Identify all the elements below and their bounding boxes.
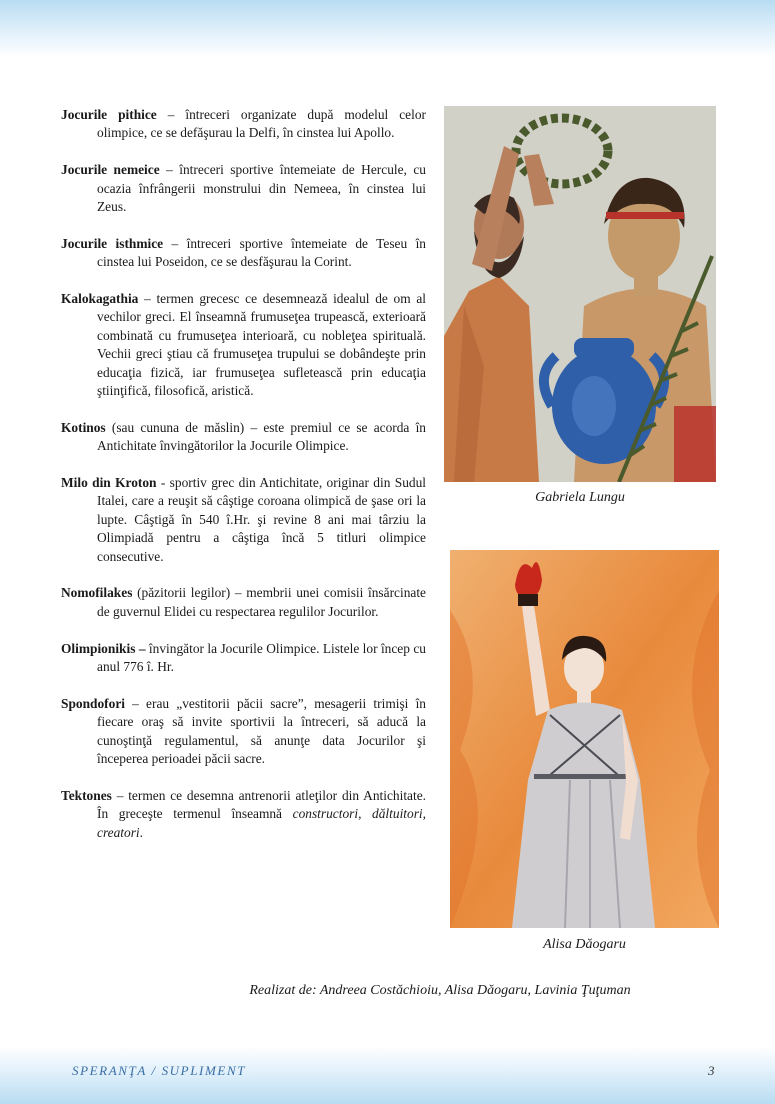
glossary-entry (61, 584, 426, 621)
glossary-term: Kalokagathia (61, 291, 139, 307)
glossary-term: Nomofilakes (61, 585, 133, 601)
glossary (61, 106, 426, 861)
painting-athlete-crowned (444, 106, 716, 482)
glossary-definition: – erau „vestitorii păcii sacre”, mesagerii trimişi în fiecare oraş să invite sportivii la întreceri, să aducă la cunoştinţă regulamentul, să anunţe data Jocurilor şi începerea perioadei păcii sacre. (97, 695, 426, 767)
glossary-definition: (păzitorii legilor) – membrii unei comisii însărcinate de guvernul Elidei cu respectarea regulilor Jocurilor. (97, 585, 426, 619)
glossary-term: Tektones (61, 787, 112, 803)
glossary-term: Jocurile pithice (61, 107, 157, 122)
page-number: 3 (708, 1063, 715, 1078)
glossary-entry (61, 787, 426, 842)
glossary-definition: - sportiv grec din Antichitate, originar din Sudul Italei, care a reuşit să câştige coroana olimpică de şase ori la lupte. Câştigă în 540 î.Hr. şi revine 8 ani mai târziu la Olimpiadă pentru a câştiga încă 5 titluri olimpice consecutive. (97, 475, 426, 564)
glossary-term: Jocurile nemeice (61, 162, 160, 178)
painting-torch-bearer (450, 550, 719, 928)
glossary-term: Kotinos (61, 419, 106, 435)
glossary-definition: (sau cununa de măslin) – este premiul ce se acorda în Antichitate învingătorilor la Jocurile Olimpice. (97, 419, 426, 454)
glossary-definition: învingător la Jocurile Olimpice. Listele lor încep cu anul 776 î. Hr. (97, 640, 426, 675)
glossary-definition: – întreceri sportive întemeiate de Teseu în cinstea lui Poseidon, ce se desfăşurau la Corint. (97, 235, 426, 270)
glossary-entry (61, 640, 426, 677)
glossary-definition-end: . (139, 824, 144, 840)
header-band (0, 0, 775, 58)
credits: Realizat de: Andreea Costăchioiu, Alisa Dăogaru, Lavinia Ţuţuman (249, 983, 631, 998)
glossary-entry (61, 419, 426, 456)
glossary-entry (61, 235, 426, 272)
painting-caption: Gabriela Lungu (535, 490, 625, 505)
glossary-term: Spondofori (61, 695, 125, 711)
glossary-term: Olimpionikis – (61, 640, 146, 656)
glossary-entry (61, 695, 426, 769)
glossary-definition: – întreceri organizate după modelul celor olimpice, ce se defăşurau la Delfi, în cinstea lui Apollo. (97, 107, 426, 141)
painting-caption: Alisa Dăogaru (543, 937, 626, 952)
glossary-entry (61, 106, 426, 143)
publication-title: SPERANŢA / SUPLIMENT (72, 1063, 247, 1078)
glossary-definition: – întreceri sportive întemeiate de Hercule, cu ocazia înfrângerii monstrului din Nemeea, în cinstea lui Zeus. (97, 162, 426, 215)
glossary-entry (61, 161, 426, 216)
glossary-definition: – termen grecesc ce desemnează idealul de om al vechilor greci. El înseamnă frumuseţea trupească, exterioară combinată cu frumuseţea interioară, cu nobleţea spirituală. Vechii greci ştiau că frumuseţea trupului se dobândeşte prin educaţia fizică, iar frumuseţea sufletească prin educaţia ştiinţifică, filosofică, aristică. (97, 291, 426, 399)
glossary-definition-italic: constructori, dăltuitori, creatori (97, 806, 426, 840)
glossary-term: Jocurile isthmice (61, 235, 164, 251)
glossary-entry (61, 290, 426, 400)
glossary-definition: – termen ce desemna antrenorii atleţilor din Antichitate. În greceşte termenul înseamnă (97, 787, 426, 822)
glossary-entry (61, 474, 426, 566)
glossary-term: Milo din Kroton (61, 475, 157, 491)
